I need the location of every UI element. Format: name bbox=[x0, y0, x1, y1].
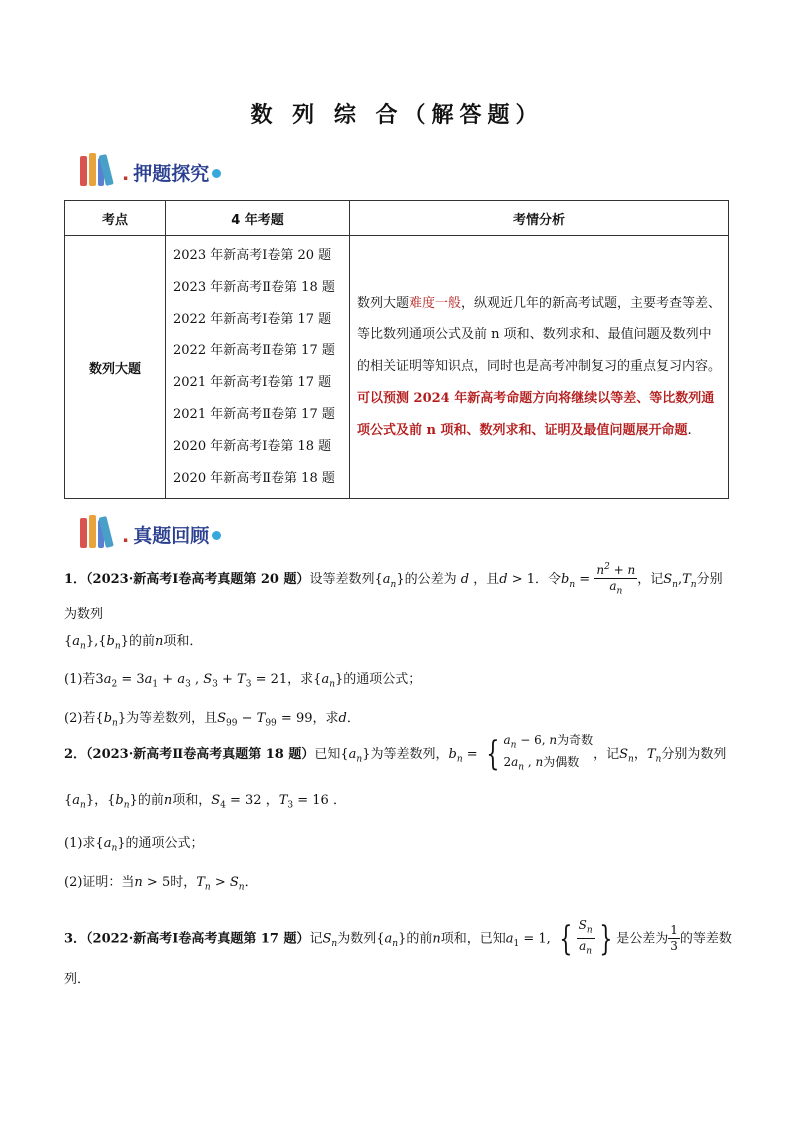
q-text: 的前 bbox=[137, 793, 164, 809]
q-text: 的通项公式； bbox=[125, 836, 204, 852]
q-text: 的通项公式； bbox=[343, 672, 422, 688]
q-text: 已知 bbox=[314, 746, 341, 762]
analysis-cell bbox=[350, 236, 729, 499]
year-item: 2022 年新高考Ⅰ卷第 17 题 bbox=[173, 311, 332, 327]
q-text: ，且 bbox=[473, 572, 500, 588]
q-text: 项和． bbox=[163, 633, 203, 649]
question-number: 1． bbox=[64, 572, 87, 588]
q-text: 的前 bbox=[406, 931, 433, 947]
sequence-brace: { $\frac{S_n}{a_n}$ } bbox=[559, 918, 612, 959]
q-text: ，求 bbox=[312, 710, 339, 726]
q-text: 项和，已知 bbox=[440, 931, 506, 947]
question-number: 3． bbox=[64, 931, 87, 947]
section-heading-explore bbox=[78, 150, 221, 186]
q-text: 设等差数列 bbox=[309, 572, 375, 588]
analysis-text: 数列大题 bbox=[357, 295, 410, 311]
q-text: 时， bbox=[170, 874, 197, 890]
year-item: 2023 年新高考Ⅰ卷第 20 题 bbox=[173, 248, 332, 263]
heading-label: 押题探究 bbox=[133, 163, 210, 185]
year-item: 2021 年新高考Ⅰ卷第 17 题 bbox=[173, 375, 332, 391]
analysis-prediction: 可以预测 2024 年新高考命题方向将继续以等差、等比数列通项公式及前 n 项和、数列求和、证明及最值问题展开命题 bbox=[357, 391, 715, 438]
year-item: 2023 年新高考Ⅱ卷第 18 题 bbox=[173, 279, 335, 295]
years-cell bbox=[166, 236, 350, 499]
piecewise: { $a_n - 6$, n为奇数 $2a_n$ , n为偶数 bbox=[486, 733, 594, 775]
table-row bbox=[65, 236, 729, 499]
analysis-highlight: 难度一般 bbox=[409, 295, 462, 311]
year-item: 2020 年新高考Ⅱ卷第 18 题 bbox=[173, 470, 335, 486]
q-text: 分别为数列 bbox=[64, 572, 723, 622]
q-text: (2)若 bbox=[64, 710, 96, 726]
q-text: ， bbox=[633, 746, 647, 762]
books-icon bbox=[78, 152, 122, 186]
books-icon bbox=[78, 514, 122, 548]
q-text: 的等差数 bbox=[679, 931, 732, 947]
dot-icon bbox=[212, 169, 221, 178]
q-text: ． bbox=[346, 710, 360, 726]
header-topic: 考点 bbox=[65, 201, 166, 236]
q-text: 为偶数 bbox=[543, 755, 580, 770]
dot-icon bbox=[212, 531, 221, 540]
question-source: （2023·新高考Ⅰ卷高考真题第 20 题） bbox=[86, 572, 310, 588]
q-text: 的公差为 bbox=[404, 572, 457, 588]
q-text: 分别为数列 bbox=[661, 746, 727, 762]
q-text: 的前 bbox=[128, 633, 155, 649]
q-text: ，求 bbox=[287, 672, 314, 688]
q-text: 记 bbox=[309, 931, 323, 947]
exam-table bbox=[64, 200, 729, 499]
question-number: 2． bbox=[64, 746, 87, 762]
year-item: 2021 年新高考Ⅱ卷第 17 题 bbox=[173, 406, 335, 422]
q-text: 为数列 bbox=[337, 931, 377, 947]
header-analysis: 考情分析 bbox=[350, 201, 729, 236]
q-text: (1)求 bbox=[64, 836, 96, 852]
heading-prefix: . bbox=[122, 163, 130, 185]
heading-prefix: . bbox=[122, 525, 130, 547]
q-text: ．令 bbox=[535, 572, 562, 588]
analysis-end: . bbox=[687, 422, 692, 438]
header-years: 4 年考题 bbox=[166, 201, 350, 236]
q-text: 列． bbox=[64, 971, 91, 987]
year-item: 2022 年新高考Ⅱ卷第 17 题 bbox=[173, 343, 335, 359]
q-text: 是公差为 bbox=[616, 931, 669, 947]
fraction: $\frac{n^2 + n}{a_n}$ bbox=[596, 562, 636, 597]
q-text: 为等差数列， bbox=[370, 746, 449, 762]
question-source: （2022·新高考Ⅰ卷高考真题第 17 题） bbox=[86, 931, 310, 947]
q-text: 为等差数列，且 bbox=[126, 710, 218, 726]
question-2: 2．（2023·新高考Ⅱ卷高考真题第 18 题）已知$\{a_n\}$为等差数列，$b_n$ = { $a_n - 6$, n为奇数 $2a_n$ , n为偶数 ，记$S_n$，$T_n$分别为数列 $\{a_n\}$，$\{b_n\}$的前n项和，$S_4 = 32$ ，$T_3 = 16$ ． (1)求$\{a_n\}$的通项公式； (2)证明：当n > 5时，$T_n > S_n$． bbox=[64, 733, 727, 893]
q-text: (2)证明：当 bbox=[64, 874, 135, 890]
question-source: （2023·新高考Ⅱ卷高考真题第 18 题） bbox=[86, 746, 315, 762]
analysis-text: ，纵观近几年的新高考试题，主要考查等差、等比数列通项公式及前 n 项和、数列求和、最值问题及数列中的相关证明等知识点，同时也是高考冲制复习的重点复习内容。 bbox=[357, 295, 722, 375]
page-title: 数 列 综 合（解答题） bbox=[250, 103, 544, 128]
q-text: 项和， bbox=[172, 793, 212, 809]
q-text: (1)若 bbox=[64, 672, 96, 688]
table-header-row bbox=[65, 201, 729, 236]
q-text: ，记 bbox=[593, 746, 620, 762]
fraction: $\frac{1}{3}$ bbox=[670, 923, 678, 954]
topic-cell: 数列大题 bbox=[65, 236, 166, 499]
question-3: 3．（2022·新高考Ⅰ卷高考真题第 17 题）记$S_n$为数列$\{a_n\}$的前n项和，已知$a_1 = 1$, { $\frac{S_n}{a_n}$ } 是公差为 $\frac{1}{3}$ 的等差数 列． bbox=[64, 918, 734, 990]
year-item: 2020 年新高考Ⅰ卷第 18 题 bbox=[173, 438, 332, 454]
q-text: ，记 bbox=[637, 572, 664, 588]
q-text: ， bbox=[94, 793, 108, 809]
q-text: 为奇数 bbox=[557, 733, 594, 747]
heading-label: 真题回顾 bbox=[133, 525, 210, 547]
section-heading-review bbox=[78, 512, 221, 548]
question-1: 1．（2023·新高考Ⅰ卷高考真题第 20 题）设等差数列$\{a_n\}$的公差为 d ，且d > 1．令$b_n$ = $\frac{n^2 + n}{a_n}$ ，记$S_n,T_n$分别为数列 $\{a_n\},\{b_n\}$的前n项和． (1)若$3a_2 = 3a_1 + a_3$ , $S_3 + T_3 = 21$，求$\{a_n\}$的通项公式； (2)若$\{b_n\}$为等差数列，且$S_{99} - T_{99} = 99$，求d． bbox=[64, 562, 723, 729]
